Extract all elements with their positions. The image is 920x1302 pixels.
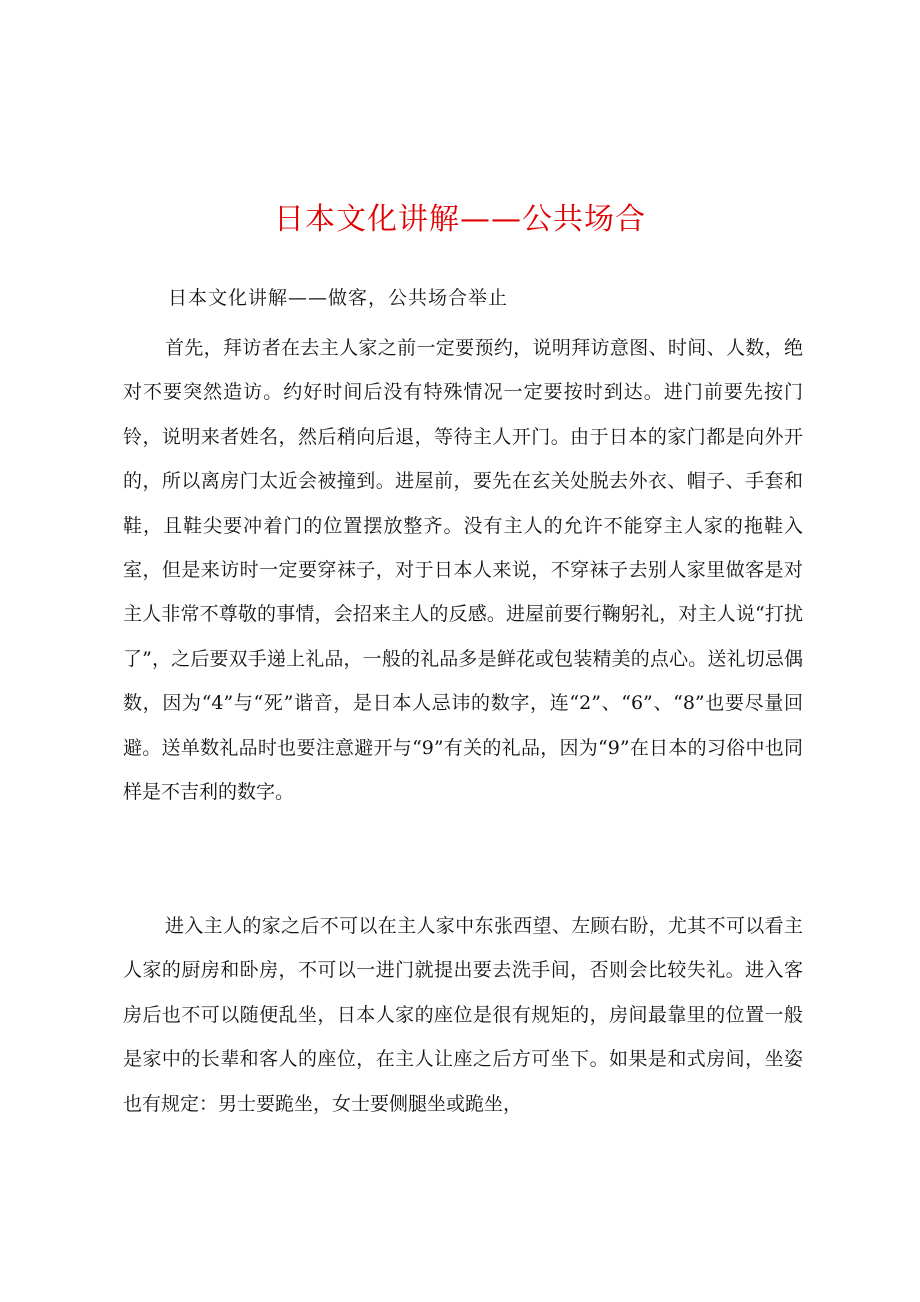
paragraph-2: 进入主人的家之后不可以在主人家中东张西望、左顾右盼，尤其不可以看主人家的厨房和卧房，不可以一进门就提出要去洗手间，否则会比较失礼。进入客房后也不可以随便乱坐，日本人家的座位是很有规矩的，房间最靠里的位置一般是家中的长辈和客人的座位，在主人让座之后方可坐下。如果是和式房间，坐姿也有规定：男士要跪坐，女士要侧腿坐或跪坐， xyxy=(123,915,803,1115)
paragraph-1: 首先，拜访者在去主人家之前一定要预约，说明拜访意图、时间、人数，绝对不要突然造访。约好时间后没有特殊情况一定要按时到达。进门前要先按门铃，说明来者姓名，然后稍向后退，等待主人开门。由于日本的家门都是向外开的，所以离房门太近会被撞到。进屋前，要先在玄关处脱去外衣、帽子、手套和鞋，且鞋尖要冲着门的位置摆放整齐。没有主人的允许不能穿主人家的拖鞋入室，但是来访时一定要穿袜子，对于日本人来说，不穿袜子去别人家里做客是对主人非常不尊敬的事情，会招来主人的反感。进屋前要行鞠躬礼，对主人说“打扰了”，之后要双手递上礼品，一般的礼品多是鲜花或包装精美的点心。送礼切忌偶数，因为“4”与“死”谐音，是日本人忌讳的数字，连“2”、“6”、“8”也要尽量回避。送单数礼品时也要注意避开与“9”有关的礼品，因为“9”在日本的习俗中也同样是不吉利的数字。 xyxy=(123,337,803,804)
document-subtitle: 日本文化讲解——做客，公共场合举止 xyxy=(168,287,509,309)
document-title: 日本文化讲解——公共场合 xyxy=(274,202,646,237)
